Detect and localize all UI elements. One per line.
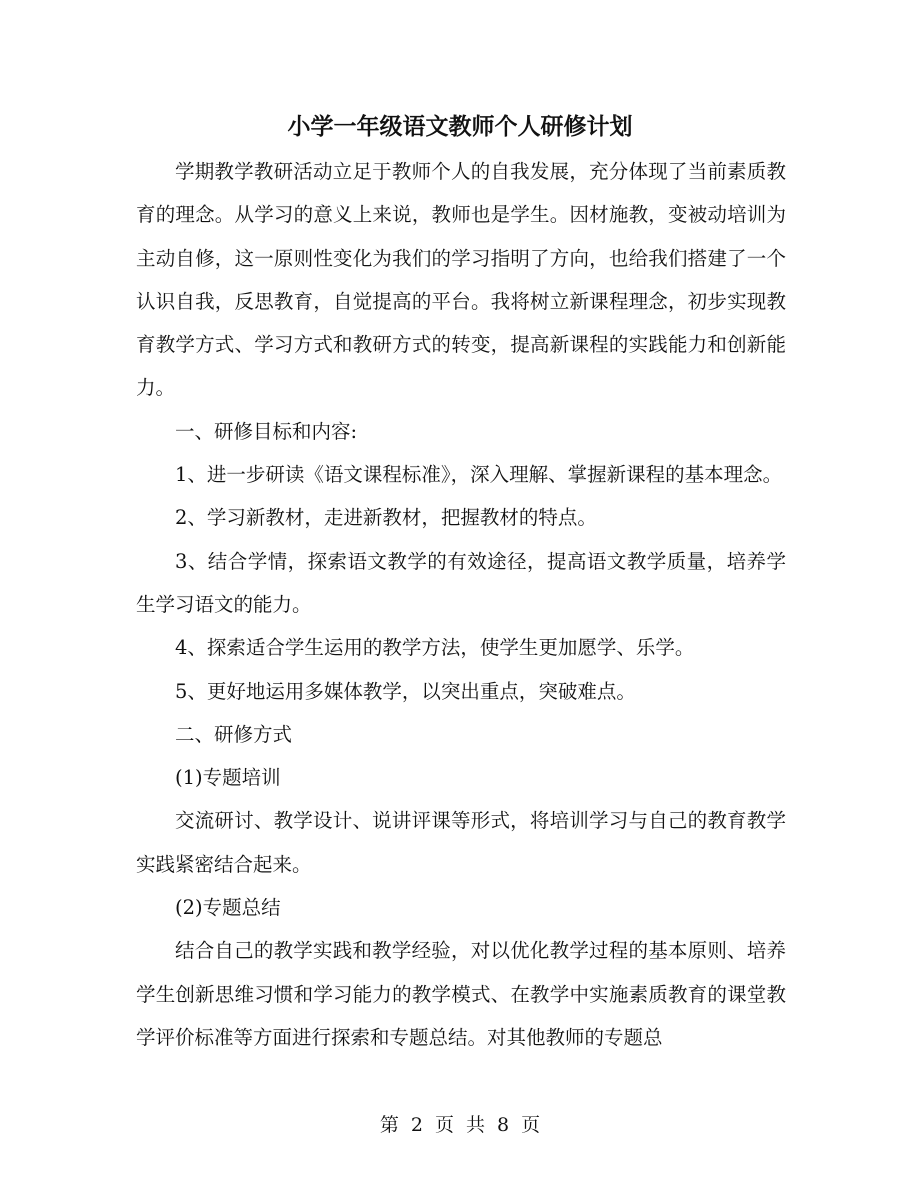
document-title: 小学一年级语文教师个人研修计划 (287, 113, 633, 140)
page-number-footer: 第 2 页 共 8 页 (379, 1114, 541, 1136)
list-item-goal-5: 5、更好地运用多媒体教学，以突出重点，突破难点。 (175, 679, 636, 703)
list-item-goal-3: 3、结合学情，探索语文教学的有效途径，提高语文教学质量，培养学生学习语文的能力。 (136, 549, 786, 616)
section-heading-methods: 二、研修方式 (175, 722, 293, 746)
paragraph-summary: 结合自己的教学实践和教学经验，对以优化教学过程的基本原则、培养学生创新思维习惯和学习能力的教学模式、在教学中实施素质教育的课堂教学评价标准等方面进行探索和专题总结。对其他教师的专题总 (136, 939, 786, 1049)
list-item-goal-1: 1、进一步研读《语文课程标准》，深入理解、掌握新课程的基本理念。 (175, 463, 783, 487)
paragraph-intro: 学期教学教研活动立足于教师个人的自我发展，充分体现了当前素质教育的理念。从学习的意义上来说，教师也是学生。因材施教，变被动培训为主动自修，这一原则性变化为我们的学习指明了方向，也给我们搭建了一个认识自我，反思教育，自觉提高的平台。我将树立新课程理念，初步实现教育教学方式、学习方式和教研方式的转变，提高新课程的实践能力和创新能力。 (136, 160, 786, 400)
section-heading-goals: 一、研修目标和内容: (175, 419, 358, 443)
subheading-training: (1)专题培训 (175, 766, 281, 790)
paragraph-training: 交流研讨、教学设计、说讲评课等形式，将培训学习与自己的教育教学实践紧密结合起来。 (136, 809, 786, 876)
subheading-summary: (2)专题总结 (175, 896, 281, 920)
document-body (136, 150, 786, 1059)
list-item-goal-4: 4、探索适合学生运用的教学方法，使学生更加愿学、乐学。 (175, 636, 695, 660)
list-item-goal-2: 2、学习新教材，走进新教材，把握教材的特点。 (175, 506, 597, 530)
